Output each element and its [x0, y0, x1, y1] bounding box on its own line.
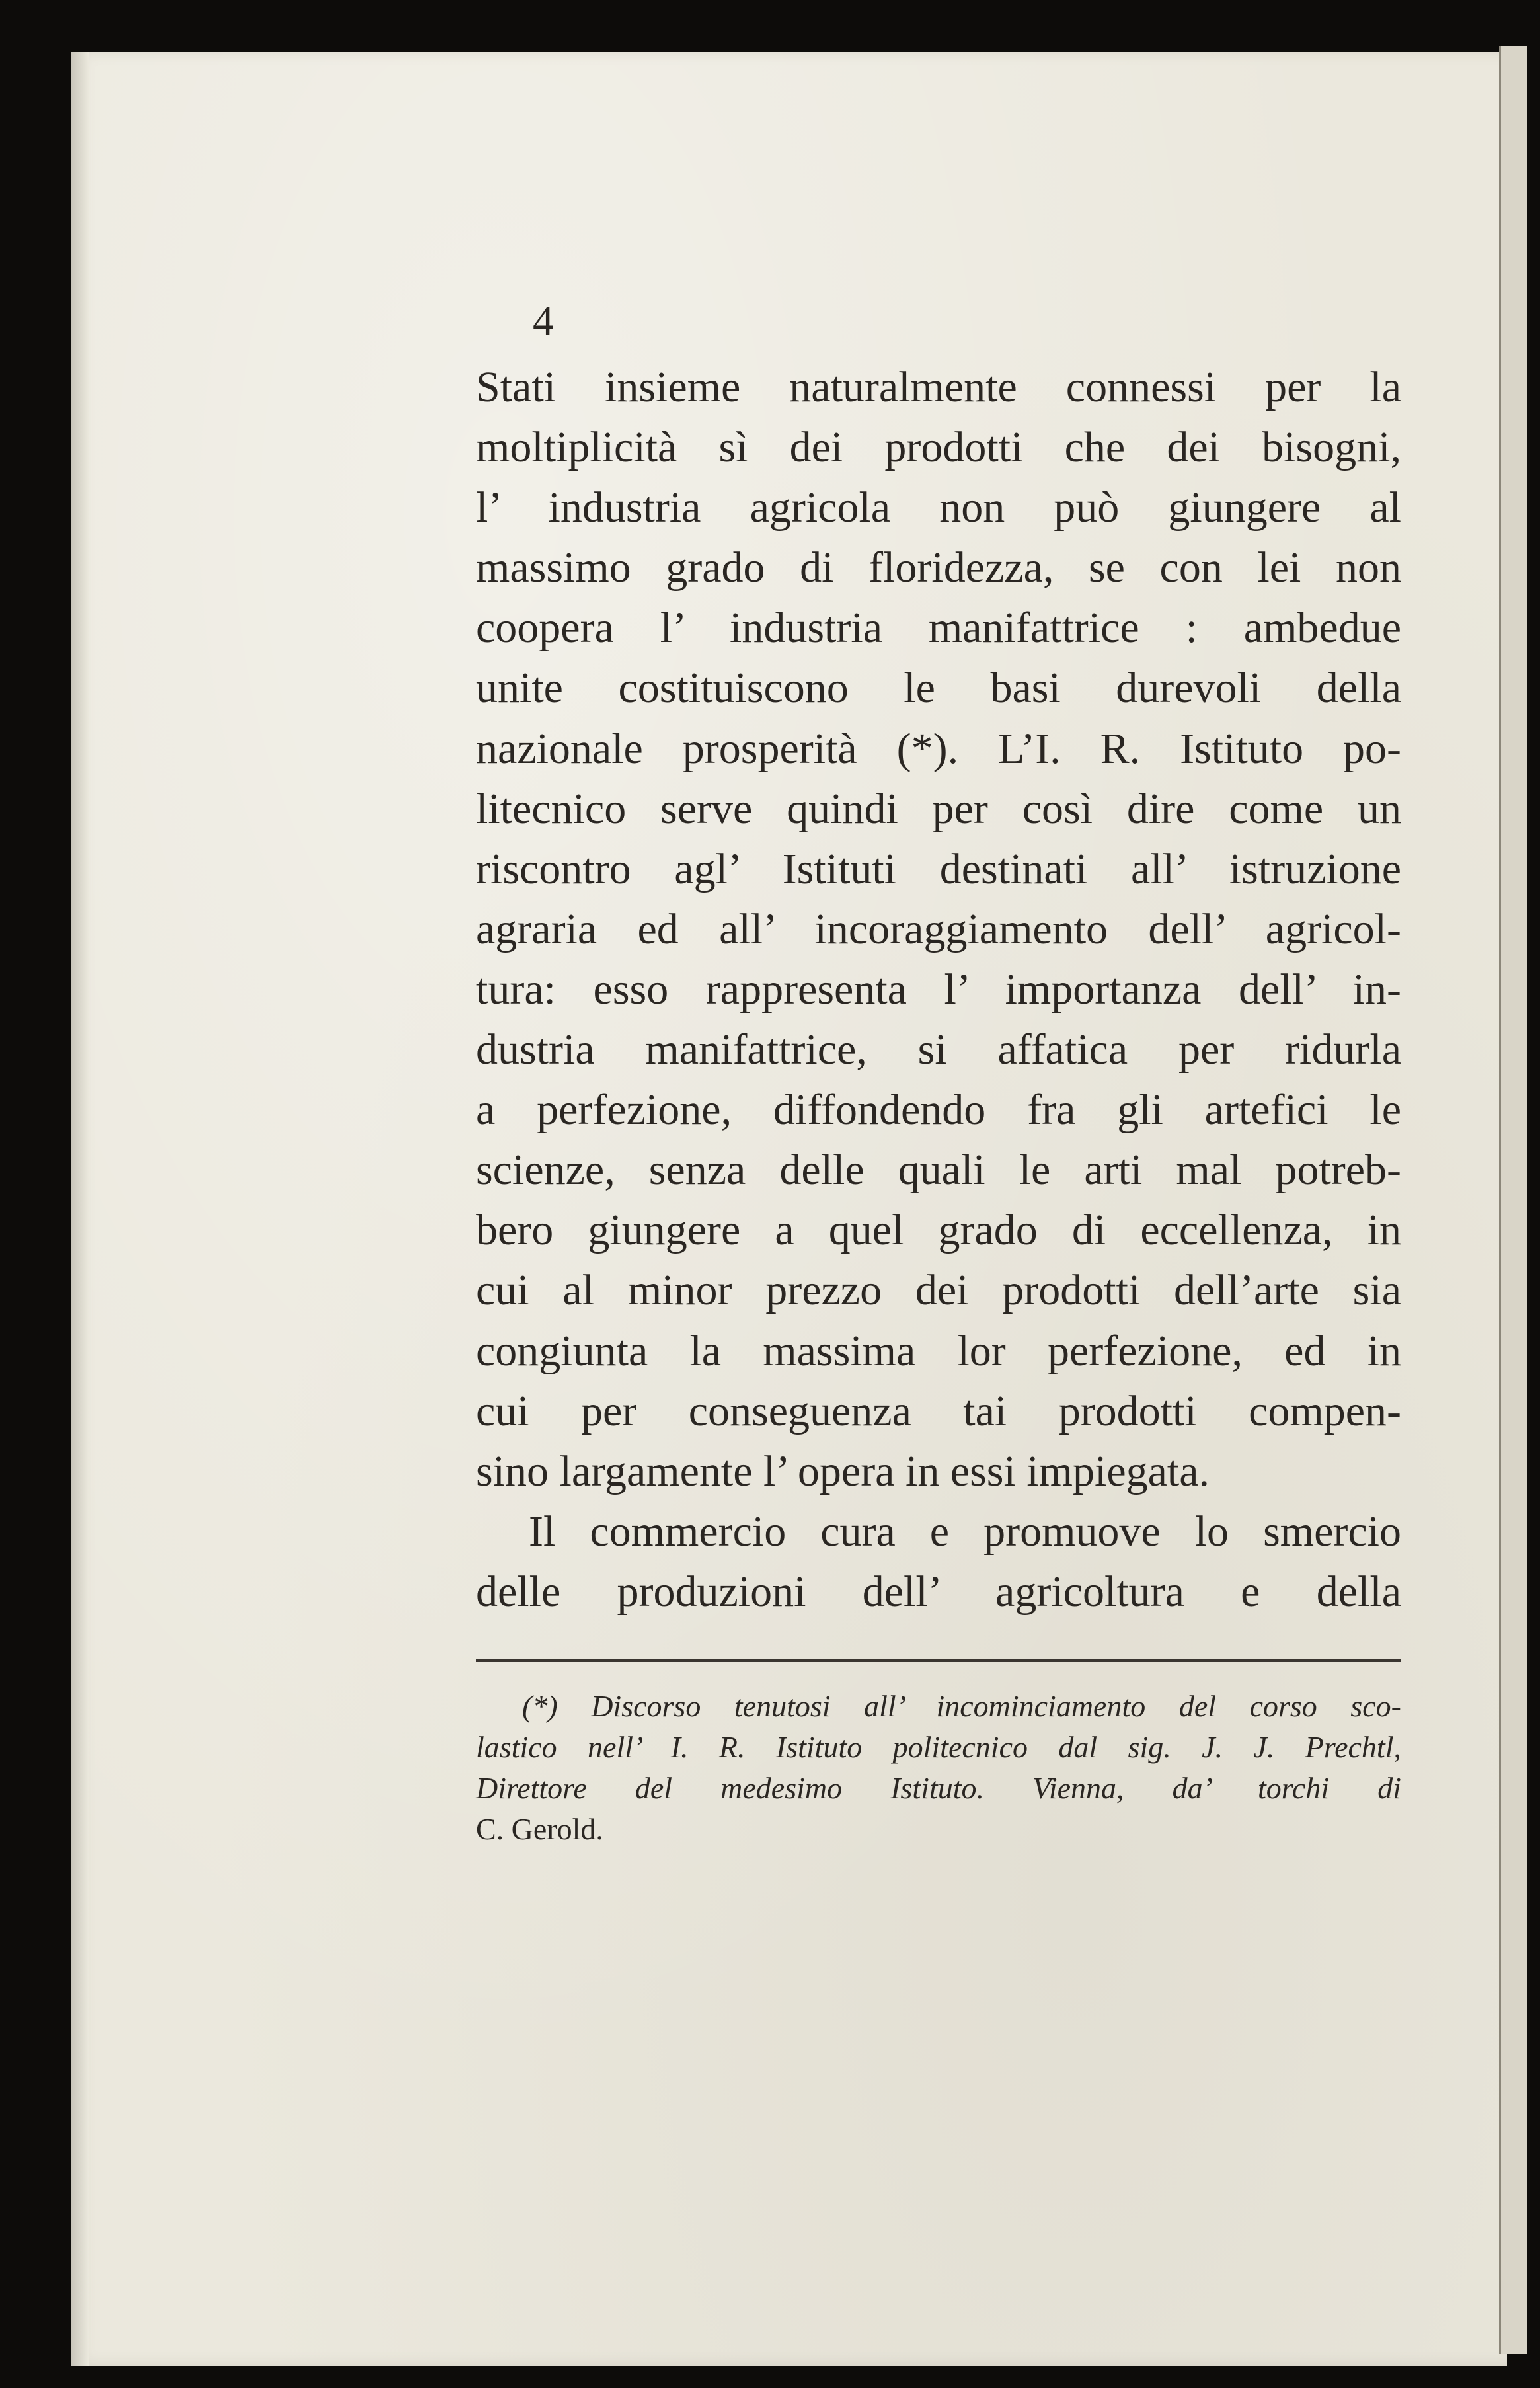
text-line: moltiplicità sì dei prodotti che dei bisogni,: [476, 423, 1401, 472]
text-line: agraria ed all’ incoraggiamento dell’ agricol-: [476, 904, 1401, 953]
text-line: litecnico serve quindi per così dire come un: [476, 784, 1401, 833]
text-line: delle produzioni dell’ agricoltura e della: [476, 1567, 1401, 1616]
footnote-line: lastico nell’ I. R. Istituto politecnico dal sig. J. J. Prechtl,: [476, 1730, 1401, 1764]
text-line: Il commercio cura e promuove lo smercio: [529, 1507, 1401, 1556]
spine-shadow: [71, 52, 89, 2366]
text-line: a perfezione, diffondendo fra gli artefici le: [476, 1086, 1401, 1134]
footnote-line: (*) Discorso tenutosi all’ incominciamento del corso sco-: [522, 1689, 1401, 1723]
footnote-line: C. Gerold.: [476, 1812, 603, 1846]
text-line: bero giungere a quel grado di eccellenza, in: [476, 1206, 1401, 1255]
text-line: massimo grado di floridezza, se con lei non: [476, 543, 1401, 592]
footnote-line: Direttore del medesimo Istituto. Vienna, da’ torchi di: [476, 1771, 1401, 1805]
text-line: riscontro agl’ Istituti destinati all’ istruzione: [476, 844, 1401, 893]
text-line: Stati insieme naturalmente connessi per la: [476, 363, 1401, 411]
footnote-rule: [476, 1659, 1401, 1662]
text-line: cui per conseguenza tai prodotti compen-: [476, 1386, 1401, 1435]
page-number: 4: [533, 297, 554, 344]
text-line: unite costituiscono le basi durevoli della: [476, 664, 1401, 713]
text-line: scienze, senza delle quali le arti mal potreb-: [476, 1146, 1401, 1195]
text-line: cui al minor prezzo dei prodotti dell’arte sia: [476, 1266, 1401, 1315]
text-line: sino largamente l’ opera in essi impiegata.: [476, 1447, 1210, 1495]
text-line: l’ industria agricola non può giungere al: [476, 483, 1401, 532]
text-line: dustria manifattrice, si affatica per ridurla: [476, 1025, 1401, 1074]
text-line: congiunta la massima lor perfezione, ed in: [476, 1326, 1401, 1375]
footnote: [476, 1686, 1401, 1850]
text-line: nazionale prosperità (*). L’I. R. Istituto po-: [476, 724, 1401, 773]
text-line: coopera l’ industria manifattrice : ambedue: [476, 604, 1401, 653]
text-line: tura: esso rappresenta l’ importanza dell’ in-: [476, 965, 1401, 1014]
body-text: [476, 357, 1401, 1622]
adjacent-page-edge: [1499, 46, 1527, 2354]
